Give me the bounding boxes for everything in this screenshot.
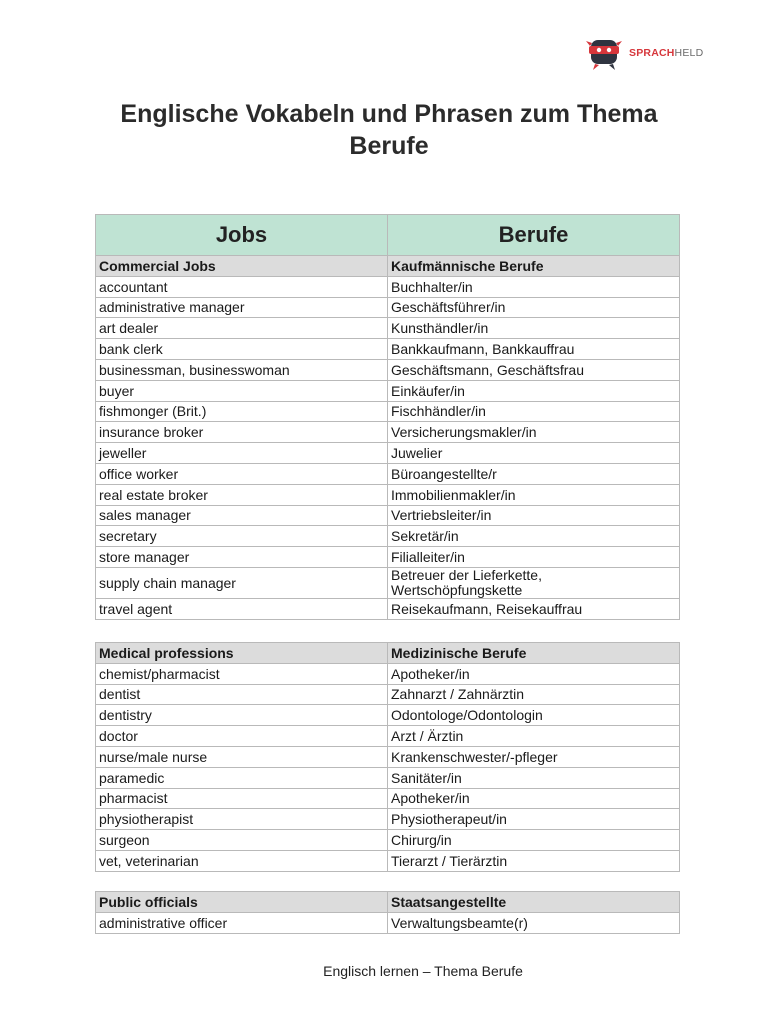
term-german: Apotheker/in: [388, 663, 680, 684]
table-row: [96, 705, 680, 726]
logo-text-strong: SPRACH: [629, 47, 675, 59]
table-row: [96, 359, 680, 380]
table-row: [96, 547, 680, 568]
table-row: [96, 297, 680, 318]
term-german: Chirurg/in: [388, 830, 680, 851]
term-german: Vertriebsleiter/in: [388, 505, 680, 526]
term-german: Arzt / Ärztin: [388, 726, 680, 747]
table-row: [96, 788, 680, 809]
table-row: [96, 598, 680, 619]
table-row: [96, 746, 680, 767]
table-row: [96, 443, 680, 464]
jobs-table-commercial: [95, 214, 680, 620]
table-row: [96, 809, 680, 830]
term-english: real estate broker: [96, 484, 388, 505]
term-english: bank clerk: [96, 339, 388, 360]
section-title-en: Medical professions: [96, 643, 388, 664]
term-english: office worker: [96, 463, 388, 484]
table-row: [96, 276, 680, 297]
term-english: physiotherapist: [96, 809, 388, 830]
section-header-row: [96, 892, 680, 913]
term-english: travel agent: [96, 598, 388, 619]
term-english: pharmacist: [96, 788, 388, 809]
section-title-en: Commercial Jobs: [96, 256, 388, 277]
logo-wordmark: [629, 47, 703, 59]
term-english: secretary: [96, 526, 388, 547]
term-english: sales manager: [96, 505, 388, 526]
term-english: art dealer: [96, 318, 388, 339]
term-german: Sanitäter/in: [388, 767, 680, 788]
term-english: administrative manager: [96, 297, 388, 318]
term-german: Geschäftsführer/in: [388, 297, 680, 318]
section-title-de: Kaufmännische Berufe: [388, 256, 680, 277]
term-english: jeweller: [96, 443, 388, 464]
term-english: administrative officer: [96, 912, 388, 933]
term-german: Geschäftsmann, Geschäftsfrau: [388, 359, 680, 380]
term-german: Büroangestellte/r: [388, 463, 680, 484]
term-german: Odontologe/Odontologin: [388, 705, 680, 726]
section-header-row: [96, 643, 680, 664]
table-row: [96, 526, 680, 547]
term-german: Einkäufer/in: [388, 380, 680, 401]
term-english: supply chain manager: [96, 567, 388, 598]
term-german: Betreuer der Lieferkette, Wertschöpfungskette: [388, 567, 680, 598]
term-english: doctor: [96, 726, 388, 747]
term-german: Tierarzt / Tierärztin: [388, 850, 680, 871]
table-row: [96, 567, 680, 598]
term-german: Reisekaufmann, Reisekauffrau: [388, 598, 680, 619]
term-german: Immobilienmakler/in: [388, 484, 680, 505]
table-row: [96, 912, 680, 933]
term-english: vet, veterinarian: [96, 850, 388, 871]
term-german: Buchhalter/in: [388, 276, 680, 297]
table-row: [96, 422, 680, 443]
table-row: [96, 339, 680, 360]
table-row: [96, 767, 680, 788]
term-english: buyer: [96, 380, 388, 401]
table-row: [96, 684, 680, 705]
term-german: Filialleiter/in: [388, 547, 680, 568]
term-english: store manager: [96, 547, 388, 568]
term-english: businessman, businesswoman: [96, 359, 388, 380]
logo-text-light: HELD: [674, 47, 704, 59]
table-row: [96, 318, 680, 339]
table-row: [96, 484, 680, 505]
term-english: chemist/pharmacist: [96, 663, 388, 684]
term-english: accountant: [96, 276, 388, 297]
term-english: dentistry: [96, 705, 388, 726]
table-row: [96, 663, 680, 684]
term-german: Fischhändler/in: [388, 401, 680, 422]
term-german: Bankkaufmann, Bankkauffrau: [388, 339, 680, 360]
table-row: [96, 726, 680, 747]
term-german: Krankenschwester/-pfleger: [388, 746, 680, 767]
term-german: Sekretär/in: [388, 526, 680, 547]
term-english: nurse/male nurse: [96, 746, 388, 767]
page-footer: Englisch lernen – Thema Berufe: [323, 963, 523, 979]
table-row: [96, 380, 680, 401]
table-row: [96, 463, 680, 484]
term-german: Juwelier: [388, 443, 680, 464]
section-title-de: Medizinische Berufe: [388, 643, 680, 664]
table-header-row: [96, 215, 680, 256]
table-row: [96, 505, 680, 526]
term-german: Verwaltungsbeamte(r): [388, 912, 680, 933]
table-row: [96, 830, 680, 851]
section-title-de: Staatsangestellte: [388, 892, 680, 913]
term-german: Physiotherapeut/in: [388, 809, 680, 830]
term-english: dentist: [96, 684, 388, 705]
table-row: [96, 850, 680, 871]
table-row: [96, 401, 680, 422]
section-title-en: Public officials: [96, 892, 388, 913]
term-english: insurance broker: [96, 422, 388, 443]
ninja-mascot-icon: [585, 34, 623, 72]
jobs-table-public: [95, 891, 680, 934]
term-english: surgeon: [96, 830, 388, 851]
header-berufe: Berufe: [388, 215, 680, 256]
term-english: fishmonger (Brit.): [96, 401, 388, 422]
term-english: paramedic: [96, 767, 388, 788]
term-german: Apotheker/in: [388, 788, 680, 809]
page-title: Englische Vokabeln und Phrasen zum Thema Berufe: [120, 100, 658, 160]
jobs-table-medical: [95, 642, 680, 872]
term-german: Zahnarzt / Zahnärztin: [388, 684, 680, 705]
sprachheld-logo: [585, 34, 703, 72]
header-jobs: Jobs: [96, 215, 388, 256]
term-german: Kunsthändler/in: [388, 318, 680, 339]
term-german: Versicherungsmakler/in: [388, 422, 680, 443]
section-header-row: [96, 256, 680, 277]
